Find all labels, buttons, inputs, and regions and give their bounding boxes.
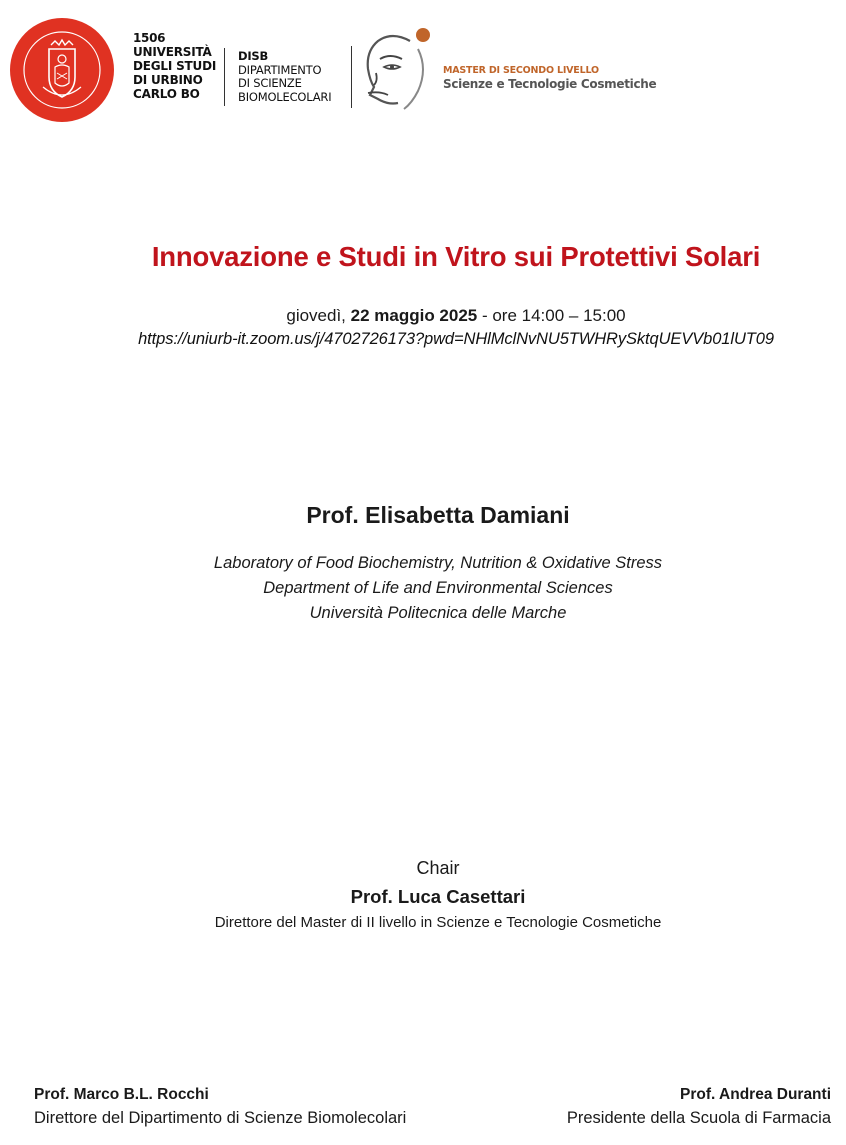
speaker-affiliation: Laboratory of Food Biochemistry, Nutrition & Oxidative Stress xyxy=(213,554,663,572)
event-date-line xyxy=(0,306,846,326)
event-day: giovedì, xyxy=(286,306,351,325)
signature-role: Direttore del Dipartimento di Scienze Biomolecolari xyxy=(34,1109,407,1127)
signature-name: Prof. Andrea Duranti xyxy=(680,1086,831,1103)
master-program: Scienze e Tecnologie Cosmetiche xyxy=(443,77,657,91)
master-title xyxy=(443,65,656,92)
chair-name: Prof. Luca Casettari xyxy=(350,886,526,907)
chair-label: Chair xyxy=(416,858,460,878)
speaker-name: Prof. Elisabetta Damiani xyxy=(306,502,570,528)
university-line: DI URBINO xyxy=(133,73,203,87)
signature-right xyxy=(567,1084,831,1130)
signature-left xyxy=(34,1084,406,1130)
department-line: DI SCIENZE xyxy=(238,76,302,90)
university-line: UNIVERSITÀ xyxy=(133,45,212,59)
university-line: CARLO BO xyxy=(133,87,200,101)
university-line: DEGLI STUDI xyxy=(133,59,217,73)
event-date: 22 maggio 2025 xyxy=(350,306,478,325)
master-level: MASTER DI SECONDO LIVELLO xyxy=(443,65,599,76)
speaker-affiliation: Department of Life and Environmental Sciences xyxy=(263,579,613,597)
university-year: 1506 xyxy=(133,31,166,45)
signature-name: Prof. Marco B.L. Rocchi xyxy=(34,1086,209,1103)
department-line: DIPARTIMENTO xyxy=(238,62,322,77)
event-time: - ore 14:00 – 15:00 xyxy=(477,306,626,325)
master-face-logo xyxy=(358,25,436,115)
department-acronym: DISB xyxy=(238,49,269,63)
speaker-affiliation: Università Politecnica delle Marche xyxy=(309,604,567,622)
department-name xyxy=(238,50,331,104)
chair-role: Direttore del Master di II livello in Scienze e Tecnologie Cosmetiche xyxy=(214,914,662,931)
university-seal-logo xyxy=(9,17,115,123)
signature-role: Presidente della Scuola di Farmacia xyxy=(566,1109,831,1127)
header-divider xyxy=(351,46,352,108)
zoom-link[interactable]: https://uniurb-it.zoom.us/j/4702726173?pwd=NHlMclNvNU5TWHRySktqUEVVb01lUT09 xyxy=(138,330,774,348)
university-name xyxy=(133,31,216,101)
header-divider xyxy=(224,48,225,106)
department-line: BIOMOLECOLARI xyxy=(238,89,332,104)
event-title: Innovazione e Studi in Vitro sui Protettivi Solari xyxy=(151,241,761,272)
